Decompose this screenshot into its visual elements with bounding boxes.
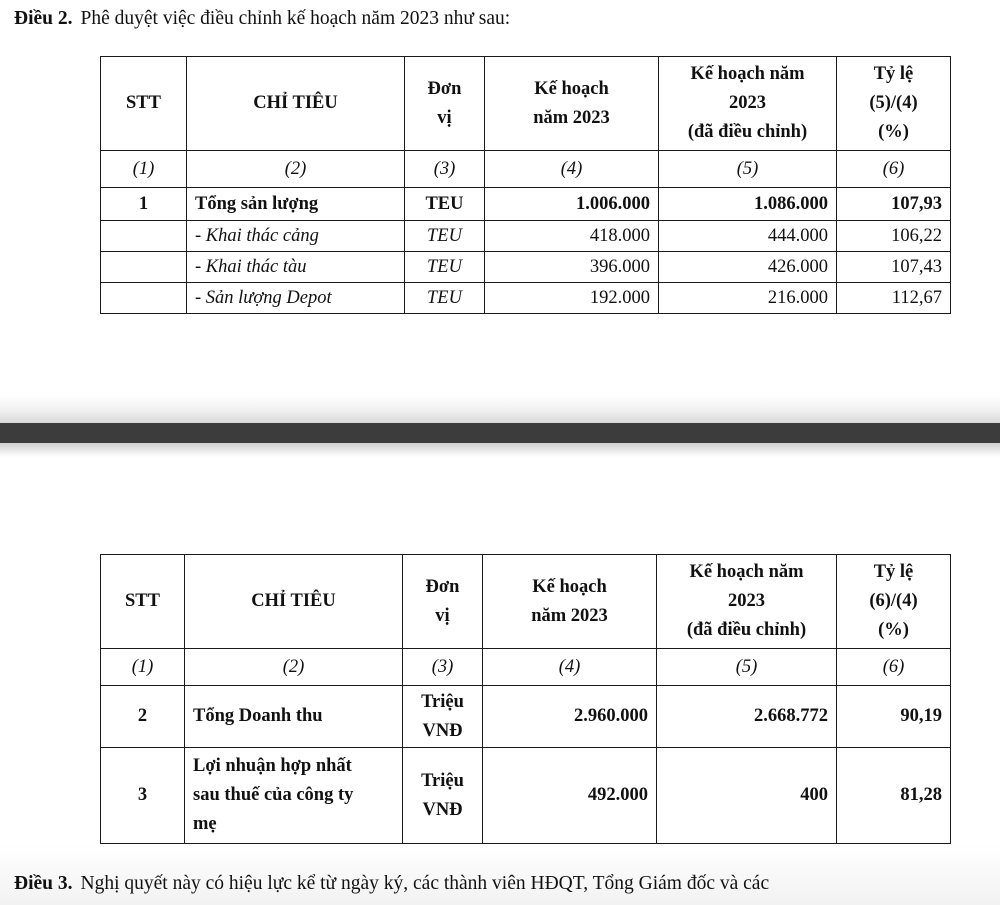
chi-tieu-cell: - Khai thác tàu (187, 252, 405, 283)
table-header-row (101, 555, 951, 649)
business-plan-table (100, 554, 951, 844)
ke-hoach-cell: 2.960.000 (483, 686, 657, 748)
dieu-chinh-cell: 400 (657, 748, 837, 844)
chi-tieu-cell: Tổng sản lượng (187, 188, 405, 221)
index-cell: (6) (837, 151, 951, 188)
index-cell: (2) (185, 649, 403, 686)
article-3-label: Điều 3. (14, 873, 73, 894)
header-ke-hoach-dieu-chinh: Kế hoạch năm 2023 (đã điều chỉnh) (659, 57, 837, 151)
page-divider (0, 423, 1000, 443)
dieu-chinh-cell: 1.086.000 (659, 188, 837, 221)
header-stt: STT (101, 57, 187, 151)
ty-le-cell: 90,19 (837, 686, 951, 748)
header-ke-hoach: Kế hoạch năm 2023 (483, 555, 657, 649)
chi-tieu-cell: - Sản lượng Depot (187, 283, 405, 314)
table-row (101, 188, 951, 221)
page-bottom-shadow (0, 395, 1000, 423)
header-chi-tieu: CHỈ TIÊU (187, 57, 405, 151)
table-row (101, 748, 951, 844)
ke-hoach-cell: 1.006.000 (485, 188, 659, 221)
ke-hoach-cell: 492.000 (483, 748, 657, 844)
dieu-chinh-cell: 2.668.772 (657, 686, 837, 748)
table-row (101, 686, 951, 748)
column-index-row (101, 151, 951, 188)
ty-le-cell: 106,22 (837, 221, 951, 252)
article-3-heading (14, 874, 769, 894)
chi-tieu-cell: Lợi nhuận hợp nhất sau thuế của công ty mẹ (185, 748, 403, 844)
index-cell: (4) (483, 649, 657, 686)
article-2-text: Phê duyệt việc điều chỉnh kế hoạch năm 2023 như sau: (80, 8, 511, 29)
chi-tieu-cell: - Khai thác cảng (187, 221, 405, 252)
index-cell: (2) (187, 151, 405, 188)
index-cell: (6) (837, 649, 951, 686)
table-row (101, 252, 951, 283)
stt-cell (101, 283, 187, 314)
don-vi-cell: TEU (405, 252, 485, 283)
index-cell: (1) (101, 649, 185, 686)
chi-tieu-cell: Tổng Doanh thu (185, 686, 403, 748)
dieu-chinh-cell: 216.000 (659, 283, 837, 314)
header-ty-le: Tỷ lệ (6)/(4) (%) (837, 555, 951, 649)
article-2-label: Điều 2. (14, 8, 73, 29)
stt-cell: 2 (101, 686, 185, 748)
ke-hoach-cell: 192.000 (485, 283, 659, 314)
header-chi-tieu: CHỈ TIÊU (185, 555, 403, 649)
don-vi-cell: TEU (405, 283, 485, 314)
ty-le-cell: 107,93 (837, 188, 951, 221)
header-don-vi: Đơn vị (403, 555, 483, 649)
ke-hoach-cell: 418.000 (485, 221, 659, 252)
dieu-chinh-cell: 426.000 (659, 252, 837, 283)
ty-le-cell: 107,43 (837, 252, 951, 283)
column-index-row (101, 649, 951, 686)
index-cell: (4) (485, 151, 659, 188)
table-header-row (101, 57, 951, 151)
index-cell: (3) (403, 649, 483, 686)
header-ty-le: Tỷ lệ (5)/(4) (%) (837, 57, 951, 151)
ty-le-cell: 112,67 (837, 283, 951, 314)
index-cell: (5) (657, 649, 837, 686)
ke-hoach-cell: 396.000 (485, 252, 659, 283)
production-plan-table (100, 56, 951, 314)
table-row (101, 283, 951, 314)
dieu-chinh-cell: 444.000 (659, 221, 837, 252)
don-vi-cell: TEU (405, 221, 485, 252)
index-cell: (3) (405, 151, 485, 188)
page-top-shadow (0, 443, 1000, 457)
stt-cell: 1 (101, 188, 187, 221)
stt-cell (101, 221, 187, 252)
header-ke-hoach: Kế hoạch năm 2023 (485, 57, 659, 151)
index-cell: (5) (659, 151, 837, 188)
header-ke-hoach-dieu-chinh: Kế hoạch năm 2023 (đã điều chỉnh) (657, 555, 837, 649)
index-cell: (1) (101, 151, 187, 188)
don-vi-cell: Triệu VNĐ (403, 748, 483, 844)
ty-le-cell: 81,28 (837, 748, 951, 844)
article-3-text: Nghị quyết này có hiệu lực kể từ ngày ký, các thành viên HĐQT, Tổng Giám đốc và các (80, 873, 770, 894)
stt-cell: 3 (101, 748, 185, 844)
table-row (101, 221, 951, 252)
stt-cell (101, 252, 187, 283)
don-vi-cell: Triệu VNĐ (403, 686, 483, 748)
article-2-heading (14, 9, 510, 29)
don-vi-cell: TEU (405, 188, 485, 221)
header-stt: STT (101, 555, 185, 649)
header-don-vi: Đơn vị (405, 57, 485, 151)
